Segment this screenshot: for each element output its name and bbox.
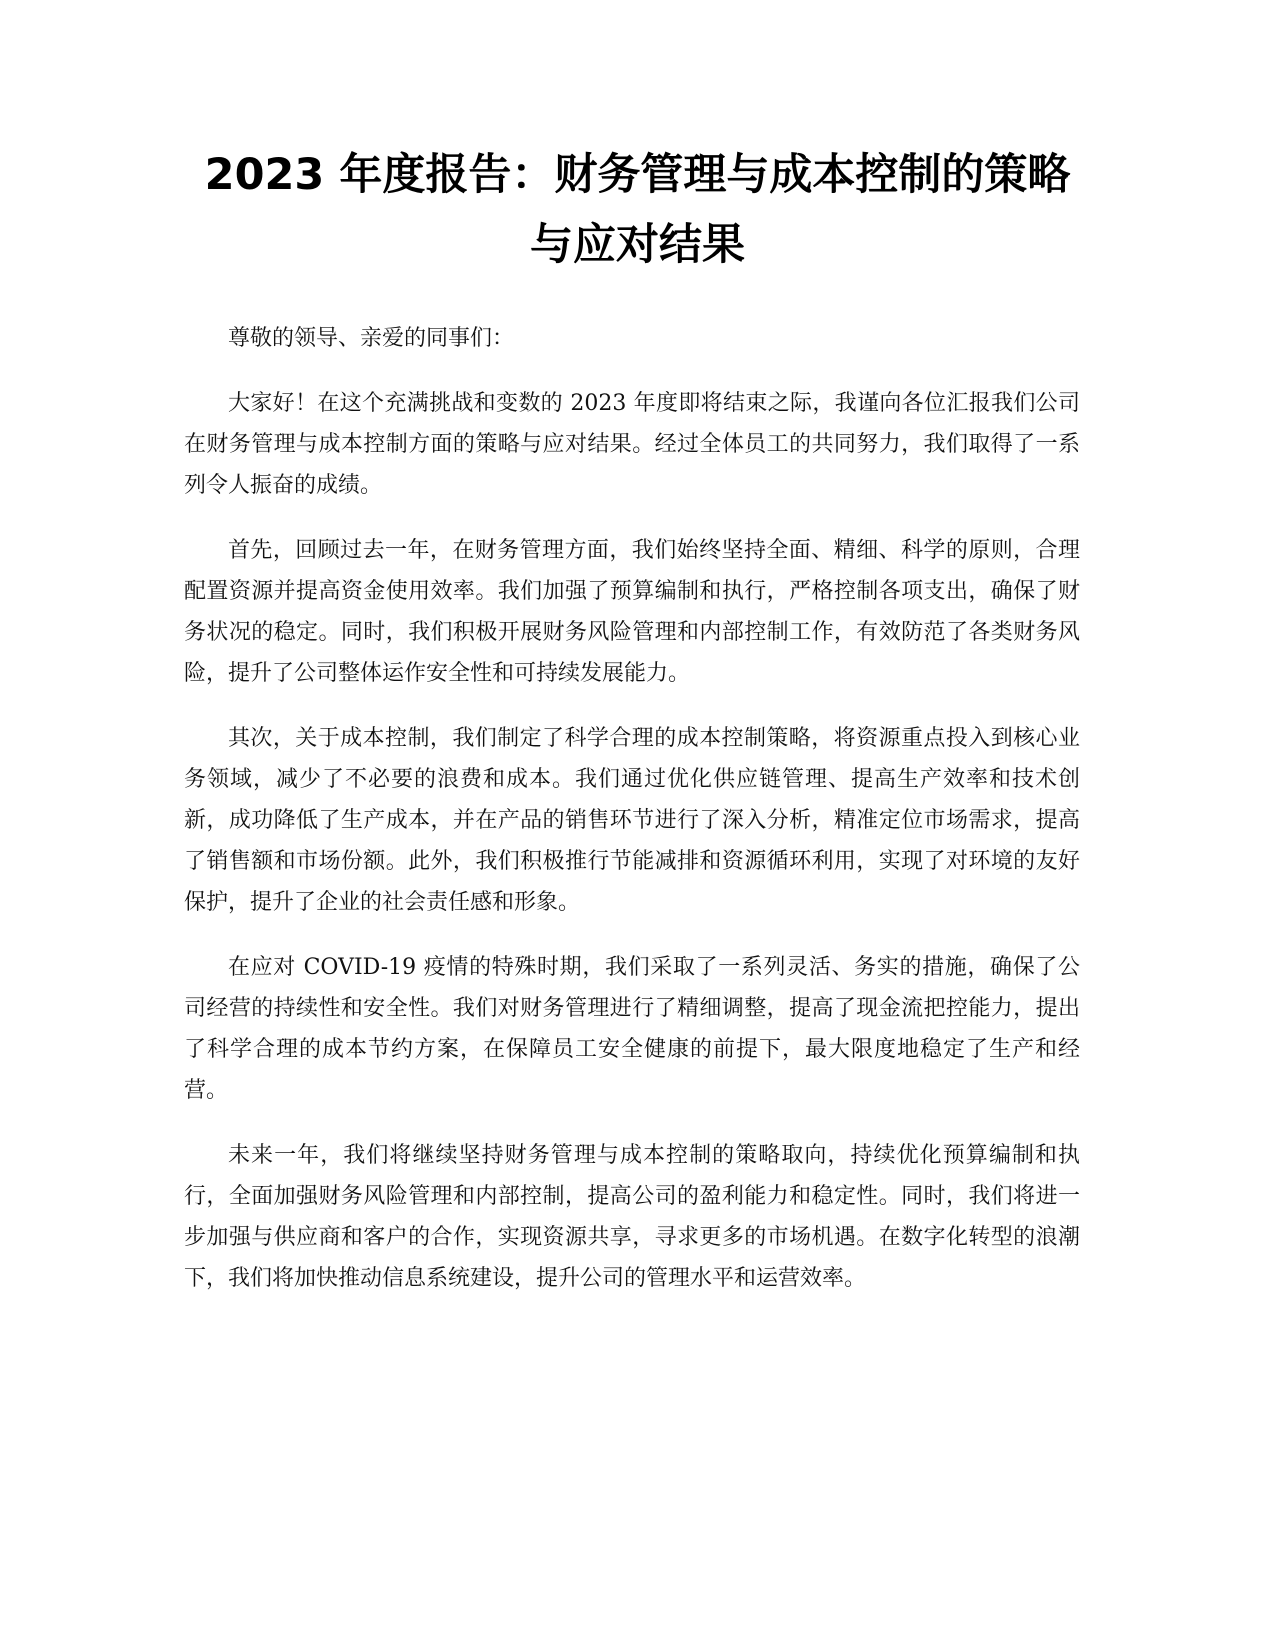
body-paragraph-2: 首先，回顾过去一年，在财务管理方面，我们始终坚持全面、精细、科学的原则，合理配置资源并提高资金使用效率。我们加强了预算编制和执行，严格控制各项支出，确保了财务状况的稳定。同时，我们积极开展财务风险管理和内部控制工作，有效防范了各类财务风险，提升了公司整体运作安全性和可持续发展能力。 xyxy=(184,538,1080,686)
document-title xyxy=(180,140,1095,280)
body-paragraph-1: 大家好！在这个充满挑战和变数的 2023 年度即将结束之际，我谨向各位汇报我们公司在财务管理与成本控制方面的策略与应对结果。经过全体员工的共同努力，我们取得了一系列令人振奋的成绩。 xyxy=(184,391,1080,498)
body-paragraph-5: 未来一年，我们将继续坚持财务管理与成本控制的策略取向，持续优化预算编制和执行，全面加强财务风险管理和内部控制，提高公司的盈利能力和稳定性。同时，我们将进一步加强与供应商和客户的合作，实现资源共享，寻求更多的市场机遇。在数字化转型的浪潮下，我们将加快推动信息系统建设，提升公司的管理水平和运营效率。 xyxy=(184,1143,1080,1291)
body-paragraph-3: 其次，关于成本控制，我们制定了科学合理的成本控制策略，将资源重点投入到核心业务领域，减少了不必要的浪费和成本。我们通过优化供应链管理、提高生产效率和技术创新，成功降低了生产成本，并在产品的销售环节进行了深入分析，精准定位市场需求，提高了销售额和市场份额。此外，我们积极推行节能减排和资源循环利用，实现了对环境的友好保护，提升了企业的社会责任感和形象。 xyxy=(184,726,1080,915)
greeting-paragraph: 尊敬的领导、亲爱的同事们： xyxy=(228,326,515,351)
body-paragraph-4: 在应对 COVID-19 疫情的特殊时期，我们采取了一系列灵活、务实的措施，确保了公司经营的持续性和安全性。我们对财务管理进行了精细调整，提高了现金流把控能力，提出了科学合理的成本节约方案，在保障员工安全健康的前提下，最大限度地稳定了生产和经营。 xyxy=(184,955,1080,1103)
document-body xyxy=(184,318,1080,1323)
document-title-line-1: 2023 年度报告：财务管理与成本控制的策略 xyxy=(204,150,1071,200)
document-title-line-2: 与应对结果 xyxy=(530,220,745,270)
